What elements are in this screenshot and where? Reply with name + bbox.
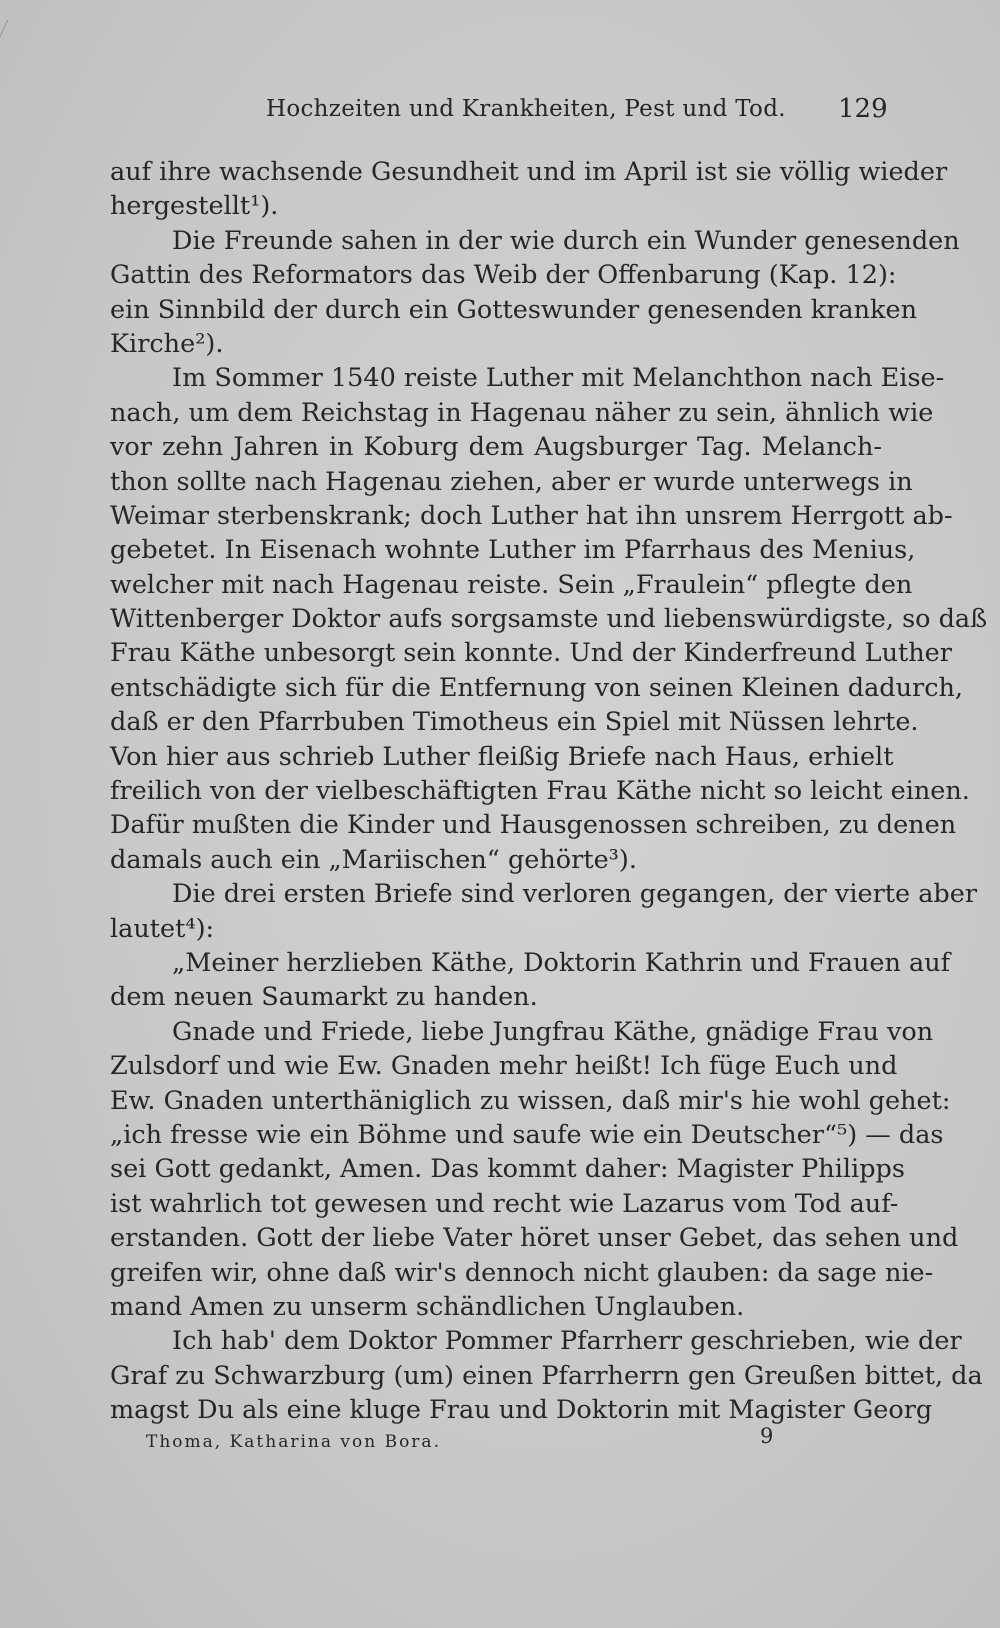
text-line: daß er den Pfarrbuben Timotheus ein Spiel mit Nüssen lehrte. bbox=[110, 707, 919, 738]
text-line: ein Sinnbild der durch ein Gotteswunder genesenden kranken bbox=[110, 294, 918, 325]
text-line: „Meiner herzlieben Käthe, Doktorin Kathrin und Frauen auf bbox=[172, 947, 951, 978]
text-line: hergestellt¹). bbox=[110, 191, 279, 222]
text-line: sei Gott gedankt, Amen. Das kommt daher: Magister Philipps bbox=[110, 1154, 905, 1185]
text-line: gebetet. In Eisenach wohnte Luther im Pfarrhaus des Menius, bbox=[110, 535, 916, 566]
pencil-mark bbox=[0, 20, 21, 46]
text-line: Ew. Gnaden unterthäniglich zu wissen, daß mir's hie wohl gehet: bbox=[110, 1085, 951, 1116]
text-line: damals auch ein „Mariischen“ gehörte³). bbox=[110, 844, 637, 875]
text-line: Weimar sterbenskrank; doch Luther hat ihn unsrem Herrgott ab- bbox=[110, 500, 953, 531]
running-title: Hochzeiten und Krankheiten, Pest und Tod. bbox=[266, 96, 786, 122]
text-line: Gattin des Reformators das Weib der Offenbarung (Kap. 12): bbox=[110, 260, 897, 291]
text-line: lautet⁴): bbox=[110, 913, 215, 944]
text-line: Dafür mußten die Kinder und Hausgenossen schreiben, zu denen bbox=[110, 810, 957, 841]
text-line: nach, um dem Reichstag in Hagenau näher zu sein, ähnlich wie bbox=[110, 397, 934, 428]
text-line: Im Sommer 1540 reiste Luther mit Melanchthon nach Eise- bbox=[172, 363, 945, 394]
text-line: Gnade und Friede, liebe Jungfrau Käthe, gnädige Frau von bbox=[172, 1016, 934, 1047]
text-line: thon sollte nach Hagenau ziehen, aber er wurde unterwegs in bbox=[110, 466, 913, 497]
page-number: 129 bbox=[838, 94, 888, 124]
text-line: dem neuen Saumarkt zu handen. bbox=[110, 982, 538, 1013]
text-line: Kirche²). bbox=[110, 328, 224, 359]
text-line: greifen wir, ohne daß wir's dennoch nicht glauben: da sage nie- bbox=[110, 1257, 934, 1288]
text-line: Ich hab' dem Doktor Pommer Pfarrherr geschrieben, wie der bbox=[172, 1326, 962, 1357]
text-line: Von hier aus schrieb Luther fleißig Briefe nach Haus, erhielt bbox=[110, 741, 894, 772]
text-line: auf ihre wachsende Gesundheit und im April ist sie völlig wieder bbox=[110, 157, 948, 187]
text-line: „ich fresse wie ein Böhme und saufe wie ein Deutscher“⁵) — das bbox=[110, 1119, 944, 1150]
text-line: Zulsdorf und wie Ew. Gnaden mehr heißt! Ich füge Euch und bbox=[110, 1051, 898, 1082]
text-line: entschädigte sich für die Entfernung von seinen Kleinen dadurch, bbox=[110, 672, 964, 703]
text-line: Wittenberger Doktor aufs sorgsamste und liebenswürdigste, so daß bbox=[110, 604, 988, 635]
text-line: Graf zu Schwarzburg (um) einen Pfarrherrn gen Greußen bittet, da bbox=[110, 1360, 983, 1391]
text-line: Die drei ersten Briefe sind verloren gegangen, der vierte aber bbox=[172, 879, 978, 910]
text-line: vor zehn Jahren in Koburg dem Augsburger Tag. Melanch- bbox=[110, 432, 882, 463]
signature-mark: 9 bbox=[760, 1424, 774, 1448]
text-line: erstanden. Gott der liebe Vater höret unser Gebet, das sehen und bbox=[110, 1223, 959, 1254]
text-line: welcher mit nach Hagenau reiste. Sein „Fraulein“ pflegte den bbox=[110, 569, 913, 600]
text-line: ist wahrlich tot gewesen und recht wie Lazarus vom Tod auf- bbox=[110, 1188, 899, 1219]
text-line: Frau Käthe unbesorgt sein konnte. Und der Kinderfreund Luther bbox=[110, 638, 952, 669]
text-line: Die Freunde sahen in der wie durch ein Wunder genesenden bbox=[172, 225, 960, 256]
text-line: freilich von der vielbeschäftigten Frau Käthe nicht so leicht einen. bbox=[110, 776, 970, 807]
footer-author-title: Thoma, Katharina von Bora. bbox=[146, 1432, 441, 1452]
body-text bbox=[110, 155, 988, 1427]
text-line: magst Du als eine kluge Frau und Doktorin mit Magister Georg bbox=[110, 1395, 933, 1426]
text-line: mand Amen zu unserm schändlichen Unglauben. bbox=[110, 1291, 745, 1322]
